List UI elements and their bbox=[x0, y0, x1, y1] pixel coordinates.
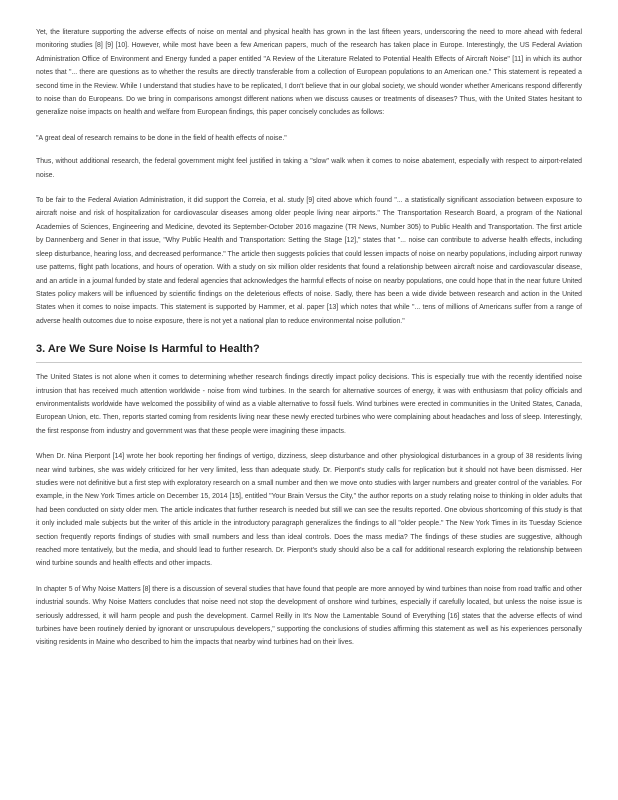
body-paragraph: Thus, without additional research, the federal government might feel justified in taking a "slow" walk when it comes to noise abatement, especially with respect to airport-related noise. bbox=[36, 158, 582, 179]
body-paragraph: In chapter 5 of Why Noise Matters [8] there is a discussion of several studies that have found that people are more annoyed by wind turbines than noise from road traffic and other industrial sounds. Why Noise Matters concludes that noise need not stop the development of onshore wind turbines, especially if carefully located, but unless the noise issue is seriously addressed, it will harm people and push the development. Carmel Reilly in It's Now the Lamentable Sound of Everything [16] states that the adverse effects of wind turbines have been routinely denied by ignorant or unscrupulous developers," supporting the conclusions of studies affirming this statement as well as his experiences personally visiting residents in Maine who described to him the impacts that nearby wind turbines had on their lives. bbox=[36, 585, 582, 647]
quote-paragraph: "A great deal of research remains to be done in the field of health effects of noise." bbox=[36, 134, 287, 142]
body-paragraph: Yet, the literature supporting the adverse effects of noise on mental and physical health has grown in the last fifteen years, underscoring the need to more ahead with federal monitoring studies [8] [9] [10]. However, while most have been a few American papers, much of the research has taken place in Europe. Interestingly, the US Federal Aviation Administration Office of Environment and Energy funded a paper entitled "A Review of the Literature Related to Potential Health Effects of Aircraft Noise" [11] in which its author notes that "... there are questions as to whether the results are directly transferable from a collection of European populations to an American one." This statement is repeated a second time in the Review. While I understand that studies have to be replicated, I don't believe that in our global society, we should wonder whether Americans respond differently to noise than do Europeans. Do we bring in comparisons amongst different nations when we discuss causes or treatments of diseases? Thus, with the United States hesitant to generalize noise impacts on health and welfare from European findings, this paper concisely concludes as follows: bbox=[36, 29, 582, 117]
body-paragraph: When Dr. Nina Pierpont [14] wrote her book reporting her findings of vertigo, dizziness, sleep disturbance and other physiological disturbances in a group of 38 residents living near wind turbines, she was widely criticized for her very limited, less than adequate study. Dr. Pierpont's study calls for replication but it should not have been dismissed. Her studies were not definitive but a first step with exploratory research on a small number and then we move onto studies with larger numbers and greater control of the variables. For example, in the New York Times article on December 15, 2014 [15], entitled "Your Brain Versus the City," the author reports on a study relating noise to thinking in older adults that had been conducted on sixty older men. The article indicates that further research is needed but still we can see the results reported. One obvious shortcoming of this study is that it only included male subjects but the writer of this article in the introductory paragraph generalizes the findings to all "older people." The New York Times in its Tuesday Science section frequently reports findings of studies with small numbers and less than ideal controls. Does the mass media? The findings of these studies are suggestive, although reached more tentatively, but the media, and should lead to further research. Dr. Pierpont's study should also be a call for additional research exploring the relationship between wind turbine sounds and health effects and other impacts. bbox=[36, 453, 582, 568]
section-heading: 3. Are We Sure Noise Is Harmful to Health? bbox=[36, 342, 582, 363]
body-paragraph: The United States is not alone when it comes to determining whether research findings directly impact policy decisions. This is especially true with the recently identified noise intrusion that has received much attention worldwide - noise from wind turbines. In the search for alternative sources of energy, it was with enthusiasm that policy officials and environmentalists worldwide have welcomed the possibility of wind as a viable alternative to fossil fuels. Wind turbines were erected in communities in the United States, Canada, European Union, etc. Then, reports started coming from residents living near these newly erected turbines who were complaining about headaches and loss of sleep. Interestingly, the first response from industry and government was that these people were imagining these impacts. bbox=[36, 374, 582, 435]
body-paragraph: To be fair to the Federal Aviation Administration, it did support the Correia, et al. study [9] cited above which found "... a statistically significant association between exposure to aircraft noise and risk of hospitalization for cardiovascular diseases among older people living near airports." The Transportation Research Board, a program of the National Academies of Sciences, Engineering and Medicine, devoted its September-October 2016 magazine (TR News, Number 305) to Public Health and Transportation. The first article by Dannenberg and Sener in that issue, "Why Public Health and Transportation: Setting the Stage [12]," states that "... noise can contribute to adverse health effects, including sleep disturbance, hearing loss, and decreased performance." The article then suggests policies that could lessen impacts of noise on nearby populations, including airport runway use patterns, flight path locations, and hours of operation. With a study on six million older residents that found a relationship between aircraft noise and cardiovascular disease, and an article in a journal funded by state and federal agencies that acknowledges the harmful effects of noise on nearby populations, one could hope that in the near future United States policy makers will be influenced by scientific findings on the deleterious effects of noise. Sadly, there has been a wide divide between research and action in the United States when it comes to noise impacts. This statement is supported by Hammer, et al. paper [13] which notes that while "... tens of millions of Americans suffer from a range of adverse health outcomes due to noise exposure, there is not yet a national plan to reduce environmental noise pollution." bbox=[36, 197, 582, 325]
